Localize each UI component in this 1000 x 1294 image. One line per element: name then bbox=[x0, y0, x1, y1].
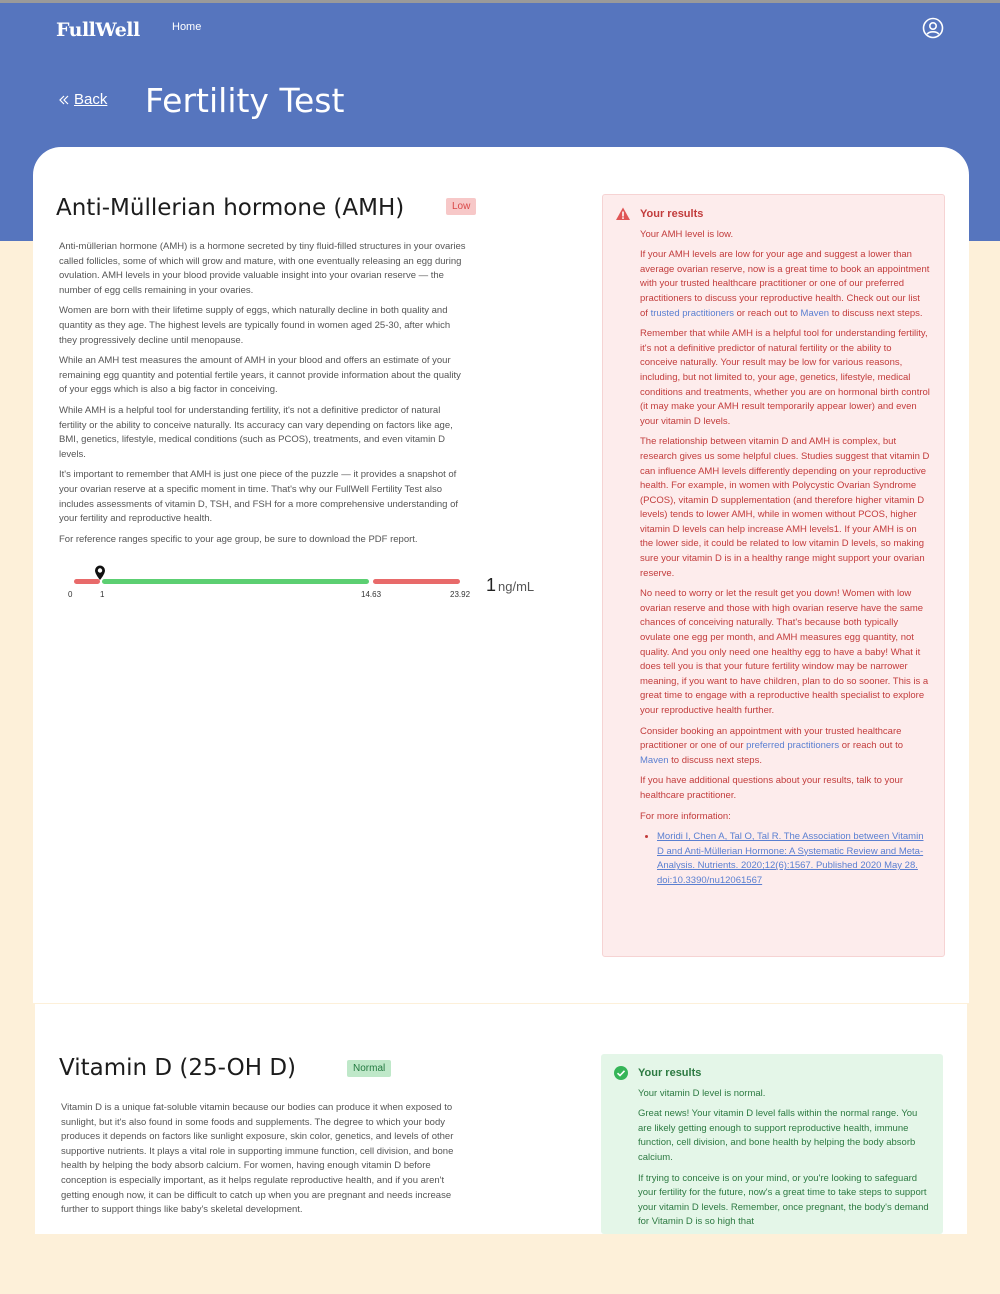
results-paragraph: Consider booking an appointment with your trusted healthcare practitioner or one of our preferred practitioners or reach out to Maven to discuss next steps. bbox=[640, 725, 903, 766]
results-heading: Your results bbox=[638, 1067, 702, 1079]
nav-home-link[interactable]: Home bbox=[172, 21, 202, 33]
range-segment-high bbox=[373, 579, 460, 584]
account-icon[interactable] bbox=[922, 17, 944, 39]
results-paragraph: No need to worry or let the result get you down! Women with low ovarian reserve and those with high ovarian reserve have the same chances of conceiving naturally. That's because both typically ovulate one egg per month, and AMH measures egg quantity, not quality. And you only need one healthy egg to have a baby! What it does tell you is that your future fertility window may be narrower meaning, if you want to have children, plan to do so sooner. This is a great time to engage with a reproductive health specialist to explore your reproductive health further. bbox=[640, 588, 929, 716]
amh-title: Anti-Müllerian hormone (AMH) bbox=[56, 195, 405, 221]
result-unit: ng/mL bbox=[498, 579, 535, 594]
range-tick-label: 23.92 bbox=[450, 590, 471, 599]
results-paragraph: If trying to conceive is on your mind, or you're looking to safeguard your fertility for the future, now's a great time to take steps to support your vitamin D levels. Remember, once pregnant, the body's demand for Vitamin D is so high that bbox=[638, 1172, 929, 1228]
range-tick-label: 0 bbox=[68, 590, 73, 599]
double-chevron-left-icon bbox=[58, 94, 70, 106]
amh-paragraph: Women are born with their lifetime supply of eggs, which naturally decline in both quality and quantity as they age. The highest levels are typically found in women aged 25-30, after which they progressively decline until menopause. bbox=[59, 305, 451, 346]
amh-paragraph: While AMH is a helpful tool for understanding fertility, it's not a definitive predictor of natural fertility or the ability to conceive naturally. Its accuracy can vary depending on factors like age, BMI, genetics, lifestyle, medical conditions (such as PCOS), treatments, and even vitamin D levels. bbox=[59, 404, 453, 460]
results-paragraph: Remember that while AMH is a helpful tool for understanding fertility, it's not a definitive predictor of natural fertility or the ability to conceive naturally. Your result may be low for various reasons, including, but not limited to, your age, genetics, lifestyle, medical conditions and treatments, whether you are on hormonal birth control (it may make your AMH result temporarily appear lower) and even your vitamin D levels. bbox=[640, 328, 930, 427]
maven-link[interactable]: Maven bbox=[800, 307, 830, 319]
warning-icon bbox=[615, 206, 631, 222]
page-title: Fertility Test bbox=[145, 81, 345, 120]
range-bar bbox=[58, 565, 558, 605]
range-tick-label: 1 bbox=[100, 590, 105, 599]
results-level: Your vitamin D level is normal. bbox=[638, 1087, 766, 1099]
vitamin-d-results-panel bbox=[601, 1054, 943, 1234]
reference-list bbox=[640, 830, 930, 888]
vitamin-d-paragraph: Vitamin D is a unique fat-soluble vitamin because our bodies can produce it when exposed to sunlight, but it's also found in some foods and supplements. The degree to which your body produces it depends on factors like sunlight exposure, skin color, genetics, and levels of other supportive nutrients. It plays a vital role in supporting immune function, cell division, and bone health by helping the body absorb calcium. For women, having enough vitamin D before conception is especially important, as it helps regulate reproductive health, and if you aren't getting enough now, it can be difficult to catch up when you are pregnant and needs increase further to support things like baby's skeletal development. bbox=[61, 1102, 454, 1216]
amh-results-panel bbox=[602, 194, 945, 957]
results-level: Your AMH level is low. bbox=[640, 228, 734, 240]
status-badge: Low bbox=[446, 198, 476, 215]
preferred-practitioners-link[interactable]: preferred practitioners bbox=[746, 740, 840, 752]
amh-paragraph: Anti-müllerian hormone (AMH) is a hormone secreted by tiny fluid-filled structures in your ovaries called follicles, some of which will grow and mature, with one eventually releasing an egg during ovulation. AMH levels in your blood provide valuable insight into your ovarian reserve — the number of egg cells remaining in your ovaries. bbox=[59, 241, 466, 296]
result-value bbox=[486, 575, 534, 596]
results-paragraph: If you have additional questions about your results, talk to your healthcare practitioner. bbox=[640, 775, 903, 801]
amh-paragraph: It's important to remember that AMH is just one piece of the puzzle — it provides a snapshot of your ovarian reserve at a specific moment in time. That's why our FullWell Fertility Test also includes assessments of vitamin D, TSH, and FSH for a more comprehensive understanding of your fertility and reproductive health. bbox=[59, 469, 459, 525]
results-paragraph: Great news! Your vitamin D level falls within the normal range. You are likely getting enough to support reproductive health, immune function, cell division, and bone health by helping the body absorb calcium. bbox=[638, 1108, 918, 1163]
vitamin-d-title: Vitamin D (25-OH D) bbox=[59, 1055, 297, 1081]
location-pin-icon bbox=[94, 565, 106, 581]
results-paragraph: The relationship between vitamin D and AMH is complex, but research gives us some helpful clues. Studies suggest that vitamin D can influence AMH levels differently depending on your reproductive health. For example, in women with Polycystic Ovarian Syndrome (PCOS), vitamin D supplementation (and therefore higher vitamin D levels) tends to lower AMH, while in women without PCOS, higher vitamin D levels can help increase AMH levels1. If your AMH is on the lower side, it could be related to low vitamin D levels, so making sure your vitamin D is in a healthy range might support your ovarian reserve. bbox=[640, 436, 930, 579]
check-circle-icon bbox=[613, 1065, 629, 1081]
trusted-practitioners-link[interactable]: trusted practitioners bbox=[650, 307, 734, 319]
status-badge: Normal bbox=[347, 1060, 391, 1077]
range-segment-normal bbox=[102, 579, 369, 584]
maven-link[interactable]: Maven bbox=[640, 754, 669, 766]
logo[interactable]: FullWell bbox=[56, 19, 140, 41]
reference-link[interactable]: • Moridi I, Chen A, Tal O, Tal R. The Association between Vitamin D and Anti-Müllerian Hormone: A Systematic Review and Meta-Analysis. Nutrients. 2020;12(6):1567. Published 2020 May 28. doi:10.3390/nu12061567 bbox=[657, 830, 930, 888]
back-label: Back bbox=[74, 91, 108, 108]
vitamin-d-description bbox=[61, 1101, 473, 1224]
amh-description bbox=[59, 240, 469, 553]
amh-paragraph: While an AMH test measures the amount of AMH in your blood and offers an estimate of your remaining egg quantity and potential fertile years, it cannot provide information about the quality of your eggs which is also a big factor in conceiving. bbox=[59, 355, 461, 396]
result-number: 1 bbox=[486, 575, 497, 595]
results-heading: Your results bbox=[640, 208, 704, 220]
results-paragraph: If your AMH levels are low for your age and suggest a lower than average ovarian reserve, now is a great time to book an appointment with your trusted healthcare practitioner or one of our preferred practitioners to discuss your reproductive health. Check out our list of trusted practitioners or reach out to Maven to discuss next steps. bbox=[640, 249, 930, 319]
range-tick-label: 14.63 bbox=[361, 590, 382, 599]
amh-paragraph: For reference ranges specific to your age group, be sure to download the PDF report. bbox=[59, 533, 418, 545]
more-info-label: For more information: bbox=[640, 810, 731, 822]
back-link[interactable] bbox=[58, 91, 107, 108]
